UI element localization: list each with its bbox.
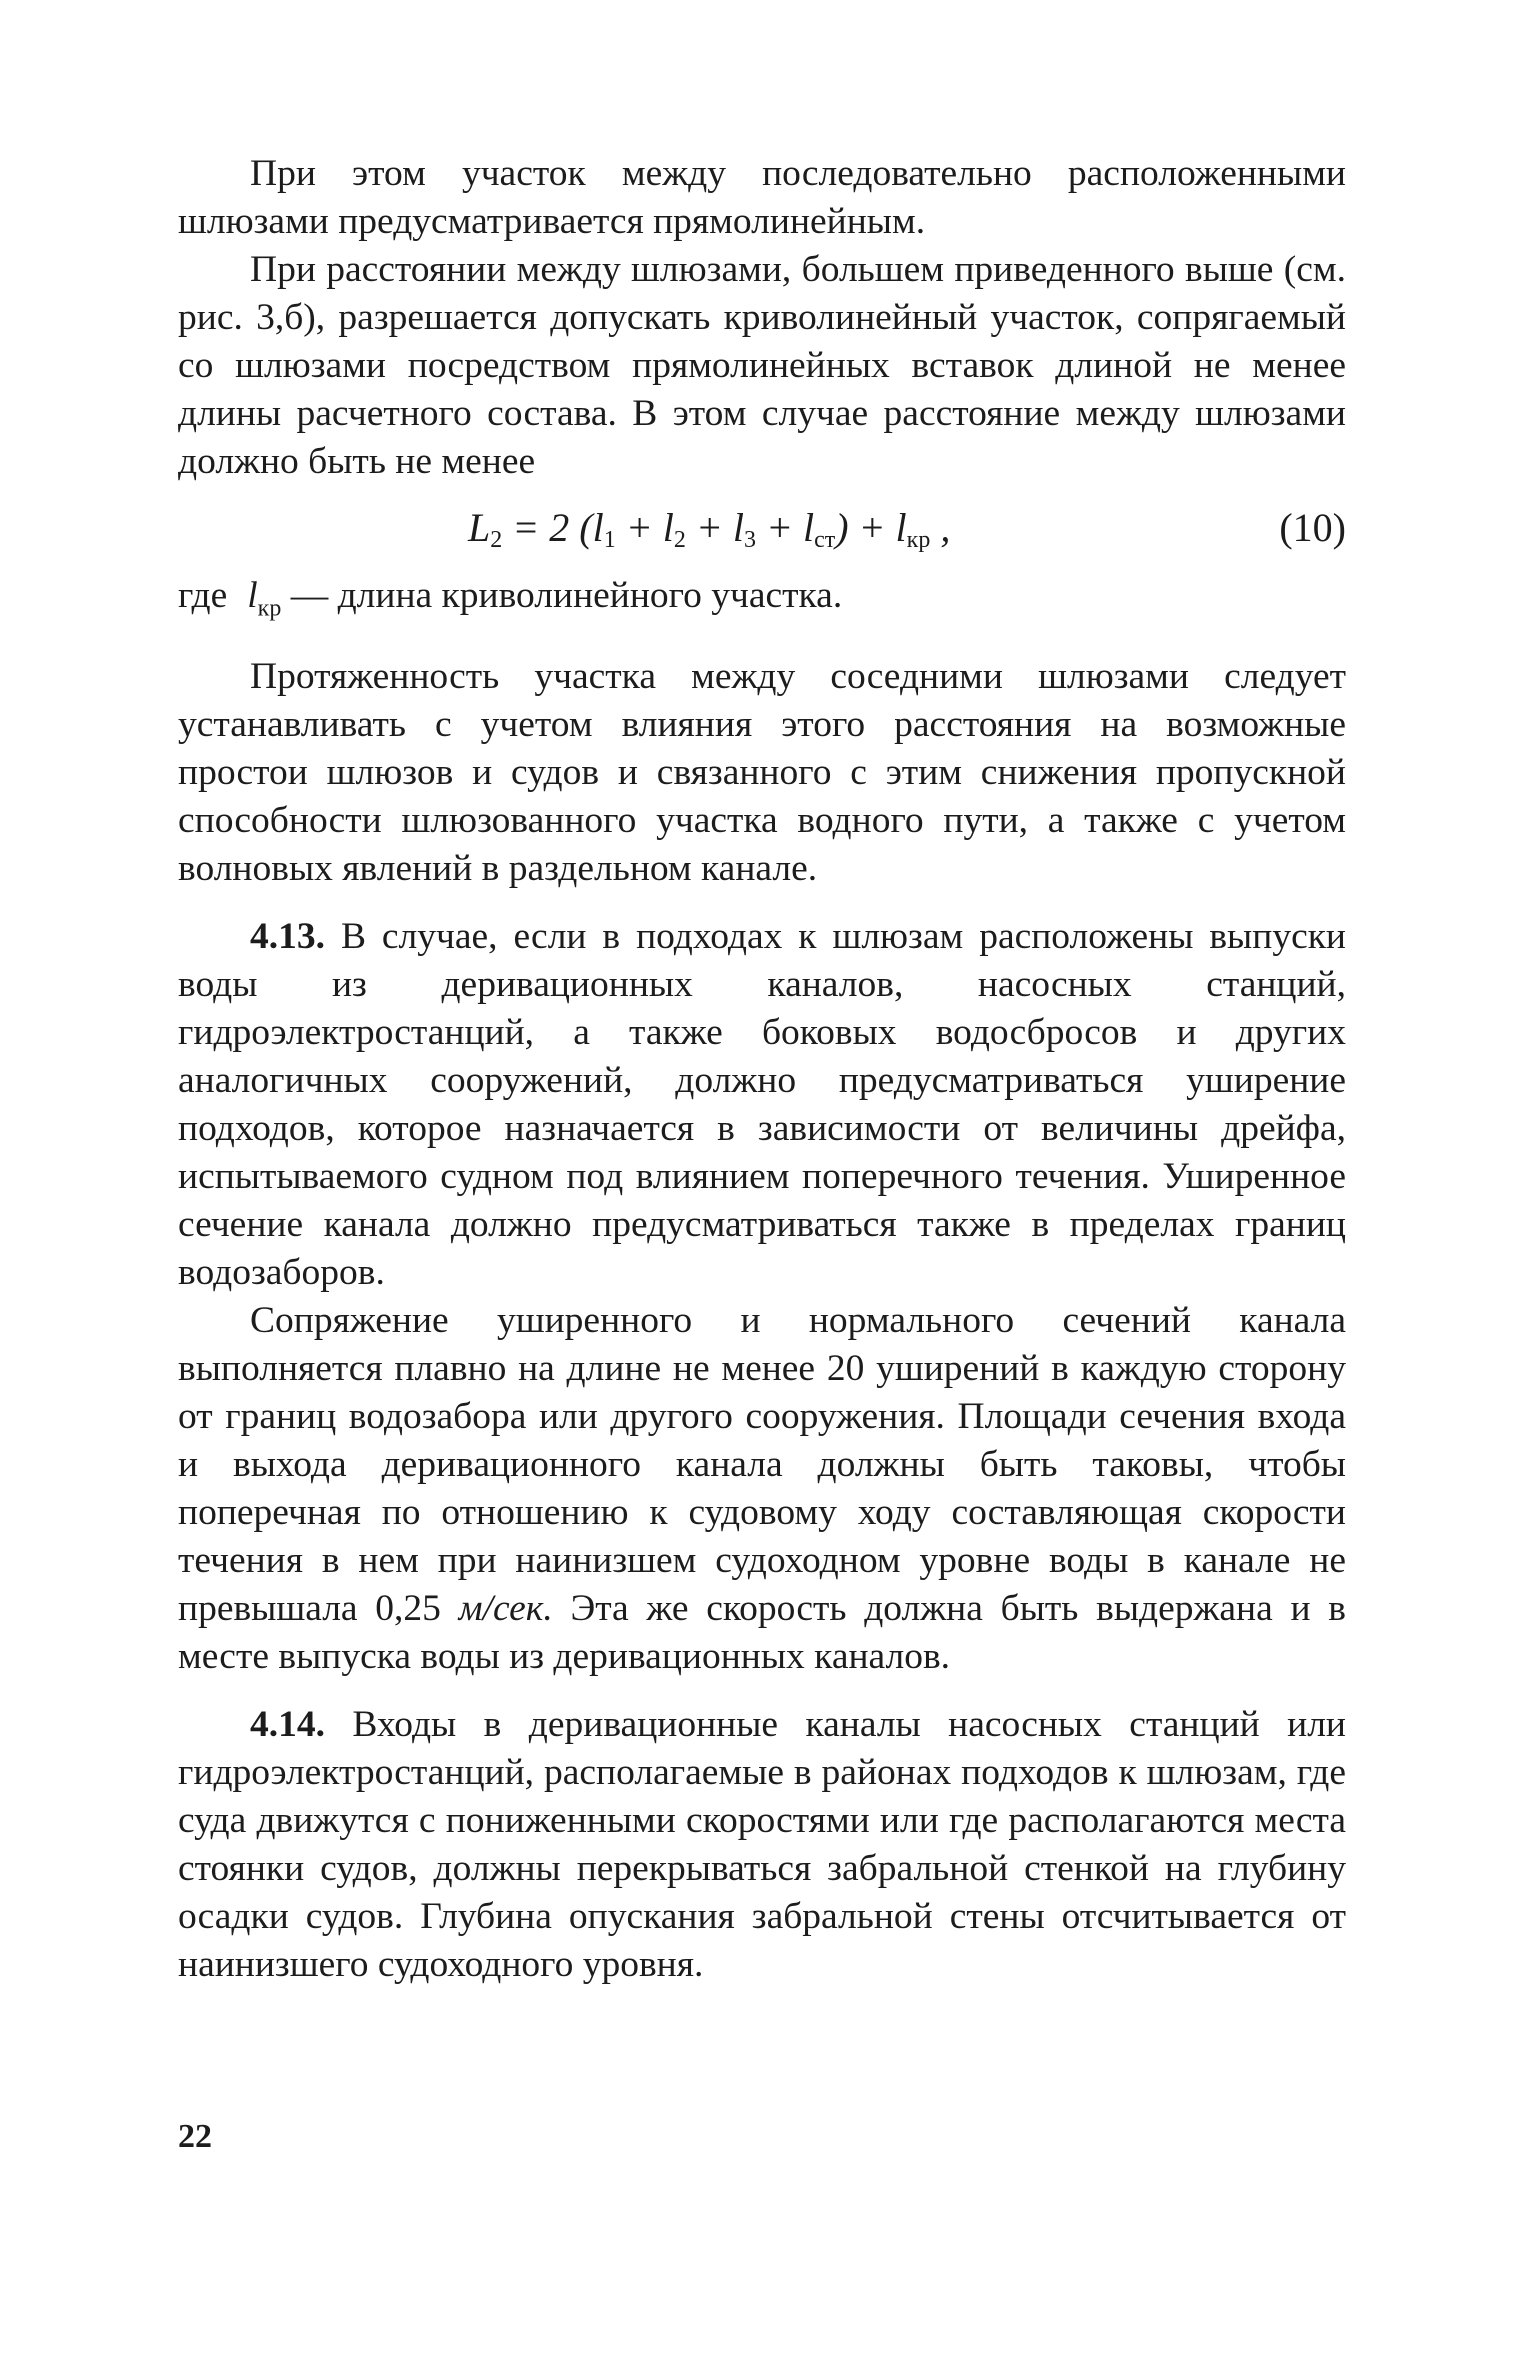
page-number: 22 [178, 2118, 212, 2155]
section-4-13: 4.13. В случае, если в подходах к шлюзам расположены выпуски воды из деривационных каналов, насосных станций, гидроэлектростанций, а также боковых водосбросов и других аналогичных сооружений, должно предусматриваться уширение подходов, которое назначается в зависимости от величины дрейфа, испытываемого судном под влиянием поперечного течения. Уширенное сечение канала должно предусматриваться также в пределах границ водозаборов. [178, 915, 1346, 1293]
paragraph-intro-2: При расстоянии между шлюзами, большем приведенного выше (см. рис. 3,б), разрешается допускать криволинейный участок, сопрягаемый со шлюзами посредством прямолинейных вставок длиной не менее длины расчетного состава. В этом случае расстояние между шлюзами должно быть не менее [178, 249, 1346, 482]
section-number: 4.14. [250, 1703, 325, 1745]
formula-10 [178, 494, 1346, 566]
paragraph-distance: Протяженность участка между соседними шлюзами следует устанавливать с учетом влияния этого расстояния на возможные простои шлюзов и судов и связанного с этим снижения пропускной способности шлюзованного участка водного пути, а также с учетом волновых явлений в раздельном канале. [178, 655, 1346, 889]
page-body [178, 150, 1346, 1989]
formula-number: (10) [1279, 505, 1346, 550]
section-number: 4.13. [250, 915, 325, 957]
velocity-unit: м/сек. [458, 1587, 553, 1629]
formula-expression: $L_2 = 2$ $(l_1 + l_2 + l_3 + l_{ст}) + l_{кр}$ , [468, 505, 951, 553]
paragraph-widening: Сопряжение уширенного и нормального сечений канала выполняется плавно на длине не менее 20 уширений в каждую сторону от границ водозабора или другого сооружения. Площади сечения входа и выхода деривационного канала должны быть таковы, чтобы поперечная по отношению к судовому ходу составляющая скорости течения в нем при наинизшем судоходном уровне воды в канале не превышала 0,25 м/сек. Эта же скорость должна быть выдержана и в месте выпуска воды из деривационных каналов. [178, 1299, 1346, 1677]
paragraph-intro-1: При этом участок между последовательно расположенными шлюзами предусматривается прямолинейным. [178, 153, 1346, 242]
section-4-14: 4.14. Входы в деривационные каналы насосных станций или гидроэлектростанций, располагаемые в районах подходов к шлюзам, где суда движутся с пониженными скоростями или где располагаются места стоянки судов, должны перекрываться забральной стенкой на глубину осадки судов. Глубина опускания забральной стены отсчитывается от наинизшего судоходного уровня. [178, 1703, 1346, 1985]
formula-explanation: где $l_{кр}$ — длина криволинейного участка. [178, 575, 843, 622]
